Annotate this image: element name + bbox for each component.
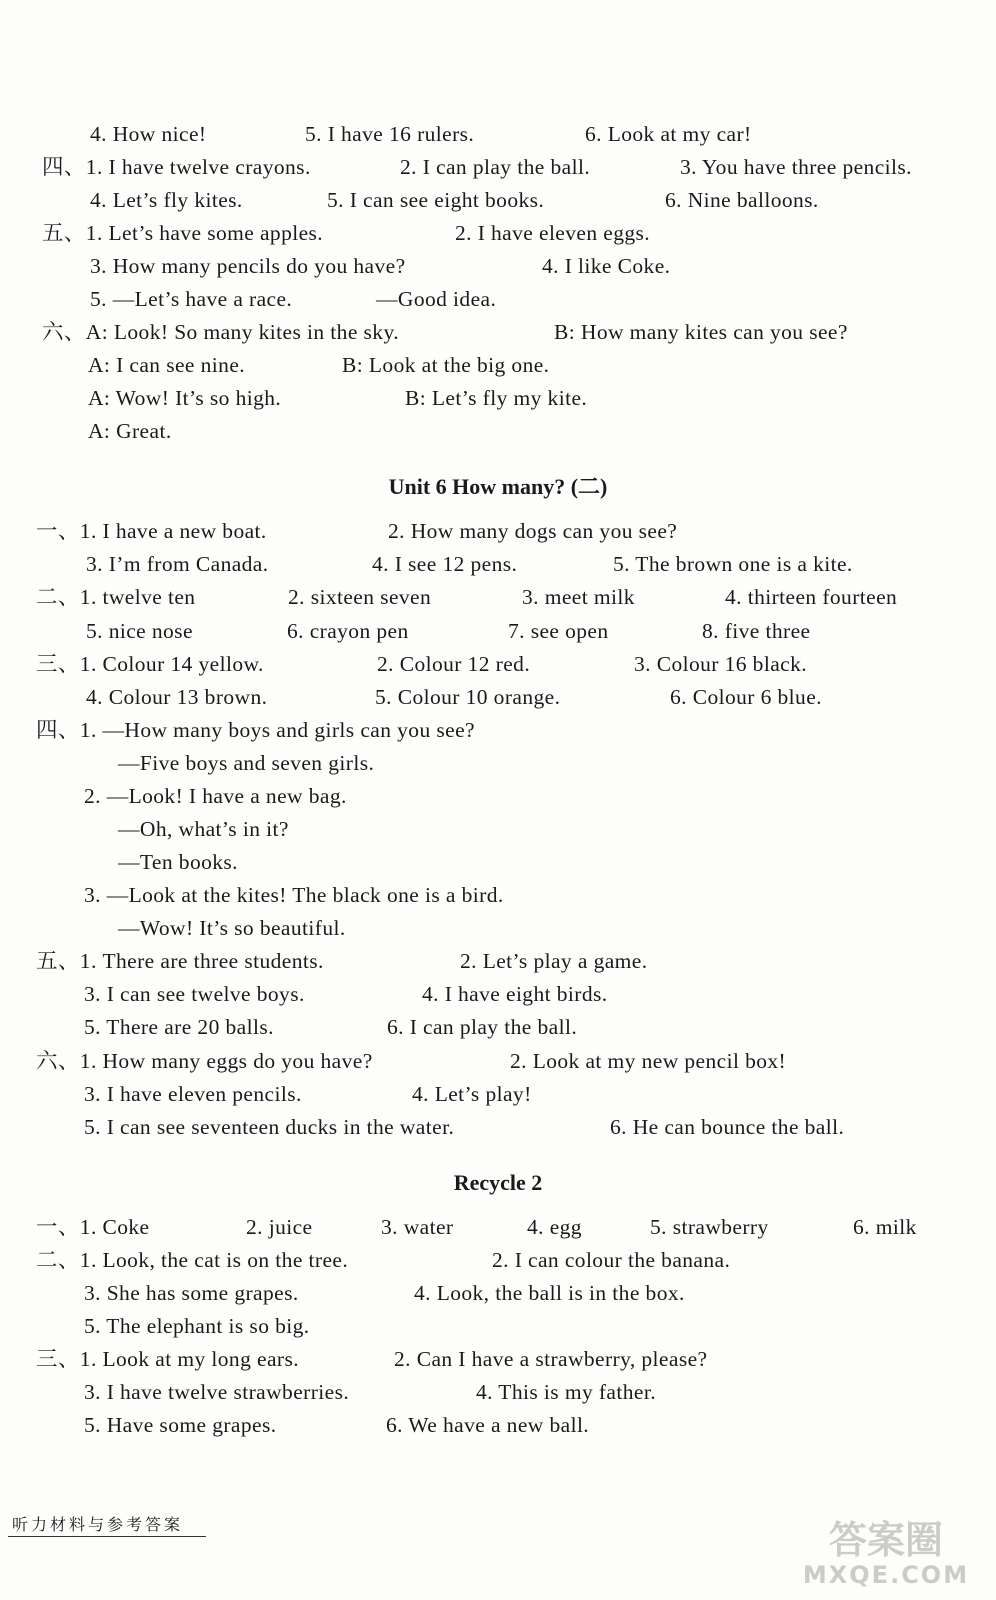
watermark-logo xyxy=(786,1518,986,1590)
watermark-url-text: MXQE.COM xyxy=(802,1561,970,1589)
answer-item: 5. I can see seventeen ducks in the water. xyxy=(84,1115,455,1139)
answer-item: 2. —Look! I have a new bag. xyxy=(84,784,347,808)
answer-item: 3. You have three pencils. xyxy=(680,155,912,179)
answer-item: B: Look at the big one. xyxy=(342,353,550,377)
answer-item: —Oh, what’s in it? xyxy=(118,817,289,841)
answer-item: 6. milk xyxy=(853,1215,917,1239)
answer-item: 3. I’m from Canada. xyxy=(86,552,269,576)
answer-item: 2. Colour 12 red. xyxy=(377,652,531,676)
answer-item: 2. Look at my new pencil box! xyxy=(510,1049,787,1073)
answer-item: 3. water xyxy=(381,1215,454,1239)
answer-item: B: How many kites can you see? xyxy=(554,320,848,344)
answer-item: 三、1. Look at my long ears. xyxy=(36,1347,299,1371)
answer-item: 4. How nice! xyxy=(90,122,207,146)
answer-item: 五、1. There are three students. xyxy=(36,949,324,973)
section-title-unit6: Unit 6 How many? (二) xyxy=(388,474,608,499)
answer-item: 5. There are 20 balls. xyxy=(84,1015,274,1039)
answer-item: 3. I can see twelve boys. xyxy=(84,982,305,1006)
answer-item: 2. Can I have a strawberry, please? xyxy=(394,1347,708,1371)
answer-item: 5. —Let’s have a race. xyxy=(90,287,293,311)
answer-item: 三、1. Colour 14 yellow. xyxy=(36,652,264,676)
answer-item: 6. I can play the ball. xyxy=(387,1015,578,1039)
answer-item: 2. sixteen seven xyxy=(288,585,432,609)
answer-item: 2. Let’s play a game. xyxy=(460,949,648,973)
answer-item: —Good idea. xyxy=(376,287,497,311)
answer-item: 4. This is my father. xyxy=(476,1380,656,1404)
section-title-recycle2: Recycle 2 xyxy=(453,1170,543,1195)
answer-item: —Five boys and seven girls. xyxy=(118,751,375,775)
answer-item: 5. Have some grapes. xyxy=(84,1413,277,1437)
answer-item: 6. crayon pen xyxy=(287,619,409,643)
answer-item: 5. The brown one is a kite. xyxy=(613,552,853,576)
answer-item: A: I can see nine. xyxy=(88,353,246,377)
answer-item: 2. I can colour the banana. xyxy=(492,1248,731,1272)
answer-item: 六、A: Look! So many kites in the sky. xyxy=(42,320,399,344)
answer-item: B: Let’s fly my kite. xyxy=(405,386,588,410)
answer-item: 6. We have a new ball. xyxy=(386,1413,590,1437)
answer-item: A: Great. xyxy=(88,419,172,443)
watermark-top-text: 答案圈 xyxy=(828,1518,943,1562)
answer-item: 一、1. Coke xyxy=(36,1215,150,1239)
answer-item: 7. see open xyxy=(508,619,609,643)
answer-item: 5. I can see eight books. xyxy=(327,188,545,212)
answer-item: 五、1. Let’s have some apples. xyxy=(42,221,324,245)
answer-item: 5. I have 16 rulers. xyxy=(305,122,475,146)
answer-item: 二、1. twelve ten xyxy=(36,585,196,609)
answer-item: 2. I have eleven eggs. xyxy=(455,221,651,245)
answer-item: A: Wow! It’s so high. xyxy=(88,386,282,410)
answer-item: 2. juice xyxy=(246,1215,313,1239)
answer-item: 4. thirteen fourteen xyxy=(725,585,898,609)
answer-item: 3. I have eleven pencils. xyxy=(84,1082,302,1106)
answer-item: 6. Colour 6 blue. xyxy=(670,685,822,709)
answer-item: 3. She has some grapes. xyxy=(84,1281,299,1305)
footer-label: 听力材料与参考答案 xyxy=(12,1517,184,1534)
answer-item: 6. Nine balloons. xyxy=(665,188,819,212)
answer-item: 4. I like Coke. xyxy=(542,254,671,278)
answer-item: 6. Look at my car! xyxy=(585,122,752,146)
answer-item: 一、1. I have a new boat. xyxy=(36,519,267,543)
answer-item: 二、1. Look, the cat is on the tree. xyxy=(36,1248,349,1272)
answer-item: 3. meet milk xyxy=(522,585,635,609)
answer-item: 4. Colour 13 brown. xyxy=(86,685,268,709)
answer-item: 4. Look, the ball is in the box. xyxy=(414,1281,685,1305)
answer-item: 4. I have eight birds. xyxy=(422,982,608,1006)
answer-item: 5. nice nose xyxy=(86,619,193,643)
answer-item: 4. egg xyxy=(527,1215,582,1239)
answer-item: 6. He can bounce the ball. xyxy=(610,1115,845,1139)
answer-item: 四、1. —How many boys and girls can you see? xyxy=(36,718,475,742)
answer-item: 3. I have twelve strawberries. xyxy=(84,1380,350,1404)
answer-item: 3. How many pencils do you have? xyxy=(90,254,406,278)
answer-item: 5. Colour 10 orange. xyxy=(375,685,561,709)
answer-item: 四、1. I have twelve crayons. xyxy=(42,155,311,179)
answer-item: 5. The elephant is so big. xyxy=(84,1314,310,1338)
answer-item: 4. Let’s fly kites. xyxy=(90,188,243,212)
answer-item: 5. strawberry xyxy=(650,1215,769,1239)
answer-item: 六、1. How many eggs do you have? xyxy=(36,1049,373,1073)
answer-item: 4. I see 12 pens. xyxy=(372,552,518,576)
answer-item: 2. I can play the ball. xyxy=(400,155,591,179)
answer-item: 4. Let’s play! xyxy=(412,1082,532,1106)
answer-item: 3. —Look at the kites! The black one is a bird. xyxy=(84,883,504,907)
answer-item: —Ten books. xyxy=(118,850,238,874)
answer-item: —Wow! It’s so beautiful. xyxy=(118,916,346,940)
answer-item: 3. Colour 16 black. xyxy=(634,652,808,676)
footer-rule xyxy=(8,1536,206,1537)
answer-item: 2. How many dogs can you see? xyxy=(388,519,678,543)
answer-item: 8. five three xyxy=(702,619,811,643)
